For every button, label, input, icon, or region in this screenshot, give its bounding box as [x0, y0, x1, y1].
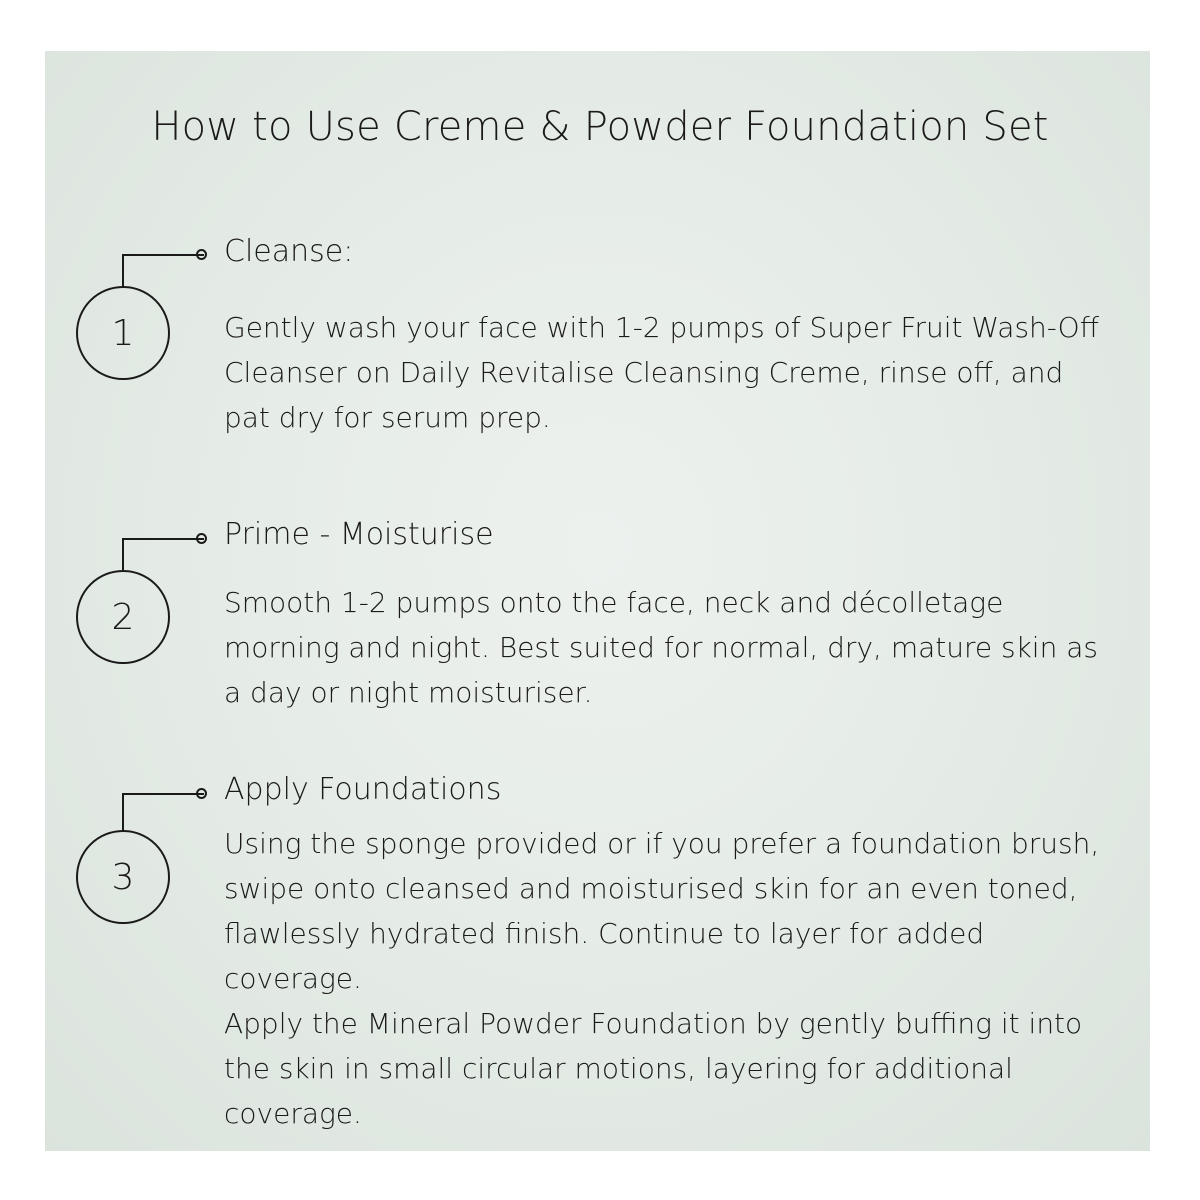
page-title: How to Use Creme & Powder Foundation Set [151, 104, 1049, 150]
step-connector-line [122, 793, 204, 831]
step-connector-line [122, 254, 204, 288]
step-number-badge: 3 [76, 830, 170, 924]
step-description: Smooth 1-2 pumps onto the face, neck and décolletage morning and night. Best suited for normal, dry, mature skin as a day or night moisturiser. [224, 586, 1098, 709]
connector-dot-icon [196, 533, 207, 544]
connector-dot-icon [196, 788, 207, 799]
step-number-badge: 2 [76, 570, 170, 664]
connector-dot-icon [196, 249, 207, 260]
step-heading: Cleanse: [224, 234, 354, 269]
step-description-secondary: Apply the Mineral Powder Foundation by gently buffing it into the skin in small circular motions, layering for additional coverage. [224, 1007, 1083, 1130]
step-description: Gently wash your face with 1-2 pumps of Super Fruit Wash-Off Cleanser on Daily Revitalise Cleansing Creme, rinse off, and pat dry for serum prep. [224, 311, 1099, 434]
step-heading: Apply Foundations [224, 772, 502, 807]
step-connector-line [122, 538, 204, 572]
step-description: Using the sponge provided or if you prefer a foundation brush, swipe onto cleansed and moisturised skin for an even toned, flawlessly hydrated finish. Continue to layer for added coverage. [224, 827, 1100, 995]
step-heading: Prime - Moisturise [224, 517, 494, 552]
step-number-badge: 1 [76, 286, 170, 380]
